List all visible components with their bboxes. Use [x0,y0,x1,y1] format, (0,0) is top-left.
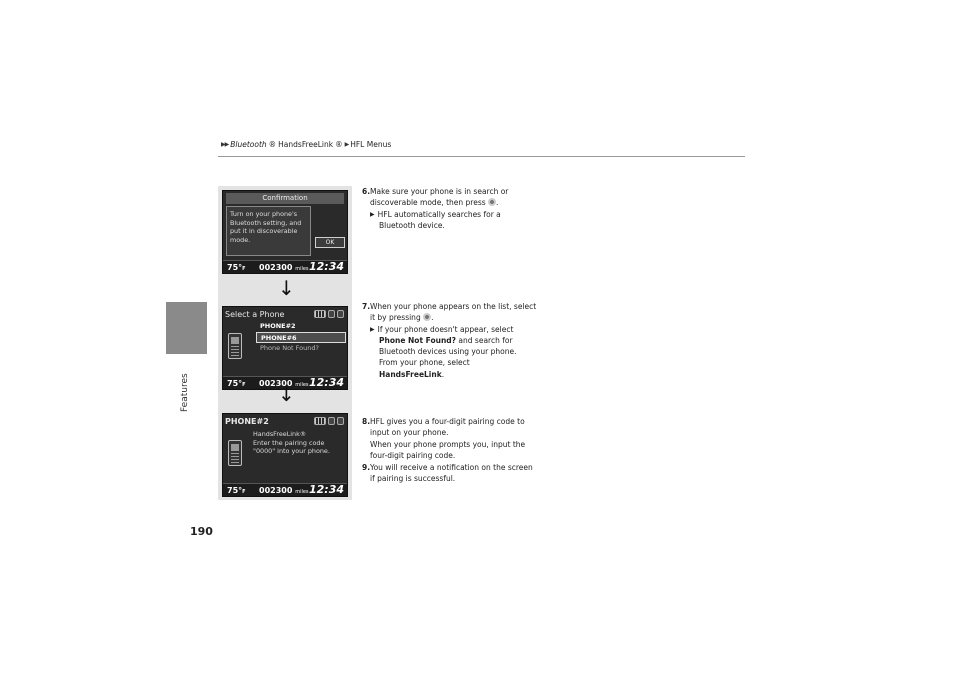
phone-list [256,321,346,354]
pairing-screen [222,413,348,497]
breadcrumb [221,140,391,149]
phone-icon [228,440,242,466]
odometer: 002300 miles [259,486,309,495]
step-9: 9. You will receive a notification on the screen if pairing is successful. [362,463,533,484]
clock: 12:34 [308,483,344,496]
signal-icon [314,310,326,318]
odometer: 002300 miles [259,379,309,388]
status-icons [314,417,344,425]
selector-knob-icon [488,198,496,206]
message-line: Turn on your phone's [230,210,298,218]
list-item-phone6[interactable]: PHONE#6 [256,332,346,343]
clock: 12:34 [308,376,344,389]
step-8: 8. HFL gives you a four-digit pairing code to input on your phone. When your phone prompts you, input the four-digit pairing code. [362,417,526,460]
section-tab [166,302,207,354]
bluetooth-icon [337,310,344,318]
header-rule [218,156,745,157]
breadcrumb-reg-mark-2: ® [335,140,343,149]
ok-button[interactable]: OK [315,237,345,248]
confirmation-message [226,206,311,256]
bluetooth-icon [337,417,344,425]
step-6: 6. Make sure your phone is in search or discoverable mode, then press . ▶ HFL automatically searches for a Bluetooth device. [362,187,509,230]
screen-title: Confirmation [226,193,344,204]
breadcrumb-arrow-icon: ▶▶ [221,141,229,148]
list-item-phone2[interactable]: PHONE#2 [260,322,296,330]
breadcrumb-handsfreelink: HandsFreeLink [278,140,334,149]
breadcrumb-hfl-menus: HFL Menus [350,140,392,149]
message-line: HandsFreeLink® [253,430,307,438]
message-line: Enter the pairing code [253,438,325,447]
temperature: 75°F [227,379,246,388]
result-arrow-icon: ▶ [370,210,375,218]
section-label [168,356,206,416]
phone-icon [228,333,242,359]
message-line: "0000" into your phone. [253,447,330,455]
message-line: put it in discoverable [230,227,298,235]
breadcrumb-arrow-icon-2: ▶ [344,141,349,148]
section-label-text: Features [180,373,190,412]
pairing-message [253,430,330,456]
list-item-phone-not-found[interactable]: Phone Not Found? [260,344,319,352]
breadcrumb-bluetooth: Bluetooth [230,140,267,149]
step-7: 7. When your phone appears on the list, select it by pressing . ▶ If your phone doesn't appear, select Phone Not Found? and search for Bluetooth devices using your phone. From your phone, select HandsFreeLink. [362,302,537,379]
status-bar [223,260,347,273]
breadcrumb-reg-mark: ® [268,140,277,149]
battery-icon [328,310,335,318]
result-arrow-icon: ▶ [370,325,375,333]
confirmation-screen [222,190,348,274]
message-line: mode. [230,235,251,244]
status-icons [314,310,344,318]
temperature: 75°F [227,486,246,495]
status-bar [223,483,347,496]
down-arrow-icon: ↓ [278,276,295,300]
down-arrow-icon: ↓ [278,382,295,406]
message-line: Bluetooth setting, and [230,218,302,227]
screen-title: PHONE#2 [225,417,269,426]
signal-icon [314,417,326,425]
select-phone-screen [222,306,348,390]
page-number: 190 [190,525,213,538]
selector-knob-icon [423,313,431,321]
battery-icon [328,417,335,425]
screen-title: Select a Phone [225,310,285,319]
temperature: 75°F [227,263,246,272]
clock: 12:34 [308,260,344,273]
odometer: 002300 miles [259,263,309,272]
